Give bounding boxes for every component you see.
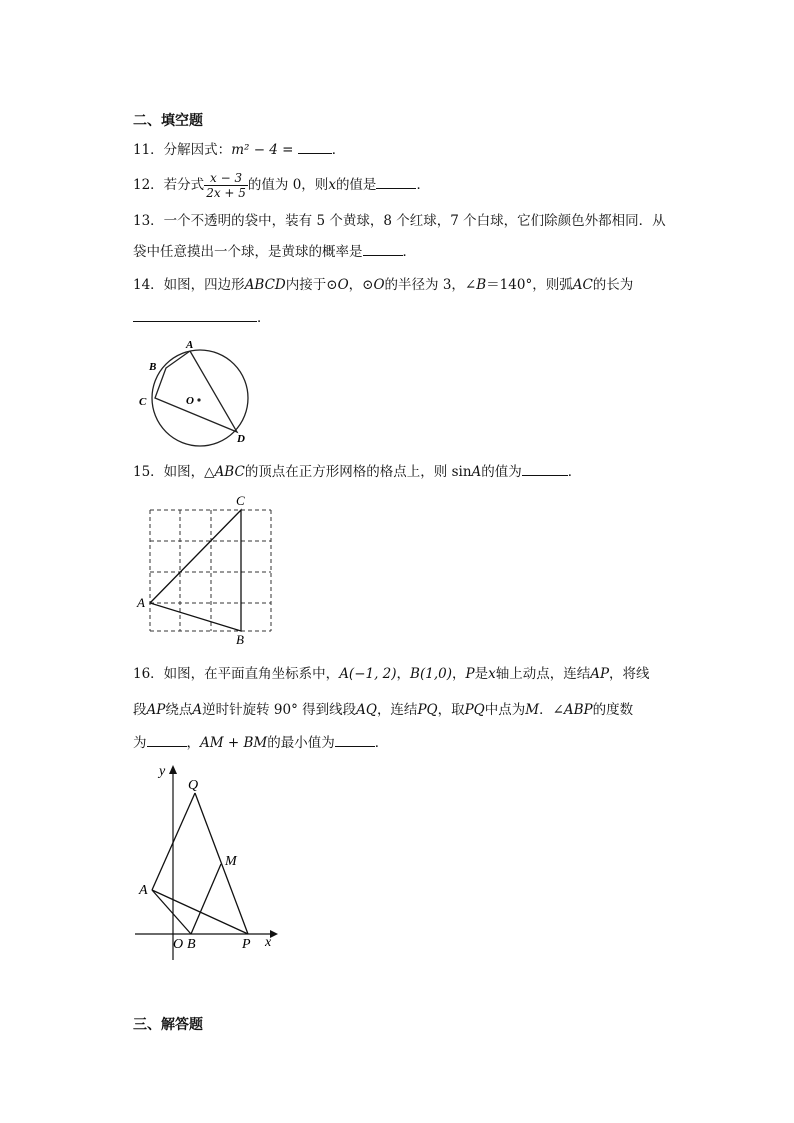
label-p: P [242, 937, 251, 952]
label-y: y [159, 764, 166, 779]
label-b: B [149, 361, 157, 373]
label-b: B [187, 937, 196, 952]
answer-blank-13 [363, 243, 403, 256]
label-c: C [236, 493, 245, 508]
label-a: A [137, 595, 145, 610]
answer-blank-14 [133, 309, 257, 322]
question-13-line-2: 袋中任意摸出一个球，是黄球的概率是 ． [133, 244, 416, 260]
label-m: M [225, 854, 237, 869]
section-title-fill-blank: 二、填空题 [133, 113, 203, 129]
segment-ab [152, 890, 191, 934]
figure-16-coordinate [130, 760, 290, 970]
label-o: O [186, 395, 194, 407]
y-axis-arrow [169, 765, 177, 774]
question-16-line-3: 为 ，AM + BM的最小值为 ． [133, 735, 389, 751]
question-16-line-2: 段AP绕点A逆时针旋转 90° 得到线段AQ，连结PQ，取PQ中点为M．∠ABP的度数 [133, 702, 634, 718]
label-x: x [265, 935, 272, 950]
label-q: Q [188, 778, 199, 793]
answer-blank-16b [335, 734, 375, 747]
circle-o [152, 350, 248, 446]
question-11: 11．分解因式：m² − 4 = ． [133, 142, 346, 158]
dashed-grid [150, 510, 271, 631]
answer-blank-12 [376, 176, 416, 189]
answer-blank-11 [298, 141, 332, 154]
label-a: A [186, 339, 194, 351]
question-16-line-1: 16．如图，在平面直角坐标系中，A(−1, 2)，B(1,0)，P是x轴上动点，连结AP，将线 [133, 666, 650, 682]
question-14-answer-line: ． [133, 308, 271, 328]
figure-15-grid [134, 493, 279, 648]
figure-14-circle [130, 336, 260, 448]
answer-blank-16a [147, 734, 187, 747]
question-13-line-1: 13．一个不透明的袋中，装有 5 个黄球，8 个红球，7 个白球，它们除颜色外都相同．从 [133, 213, 666, 229]
question-15: 15．如图，△ABC的顶点在正方形网格的格点上，则 sinA的值为 ． [133, 464, 582, 480]
answer-blank-15 [522, 463, 568, 476]
label-a: A [139, 883, 148, 898]
triangle-abc [150, 510, 241, 631]
label-o: O [173, 937, 184, 952]
fraction: $\frac{x - 3}{2x + 5}$ [206, 171, 246, 200]
label-d: D [237, 433, 245, 445]
segment-bm [191, 864, 221, 934]
label-b: B [236, 632, 244, 647]
center-point [197, 398, 200, 401]
question-14: 14．如图，四边形ABCD内接于⊙O，⊙O的半径为 3，∠B＝140°，则弧AC的长为 [133, 277, 634, 293]
question-12: 12．若分式 $\frac{x - 3}{2x + 5}$ 的值为 0，则x的值是 ． [133, 171, 430, 200]
section-title-answer: 三、解答题 [133, 1017, 203, 1033]
label-c: C [139, 396, 147, 408]
